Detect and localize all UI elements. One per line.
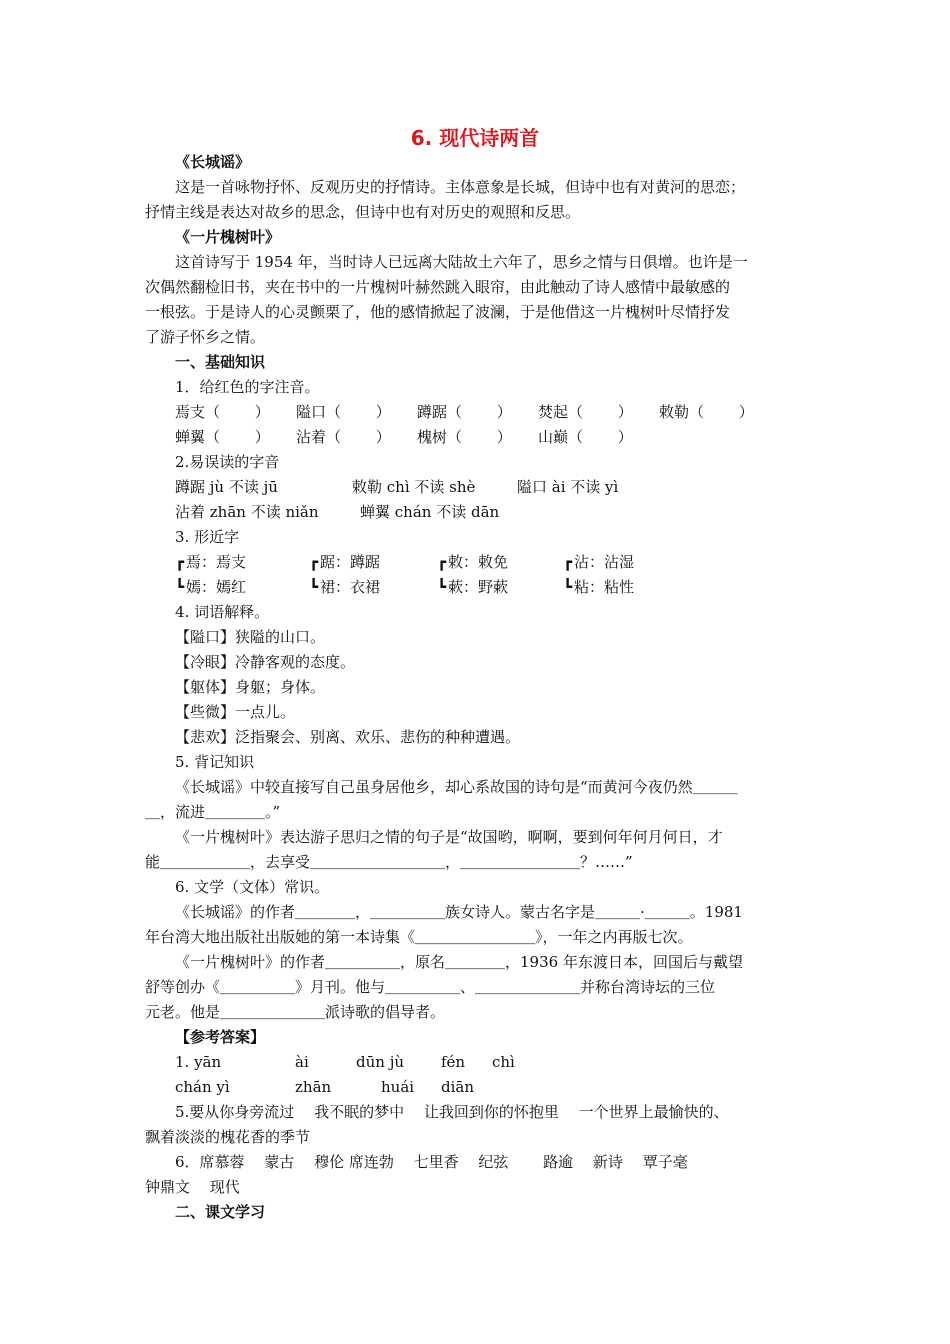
q6-line: 年台湾大地出版社出版她的第一本诗集《＿＿＿＿＿＿＿＿》，一年之内再版七次。 xyxy=(145,928,693,946)
similar-char: 踞：蹲踞 xyxy=(320,553,381,571)
answer-item: 1. yān xyxy=(175,1053,222,1071)
poem2-paragraph-line: 这首诗写于 1954 年，当时诗人已远离大陆故土六年了，思乡之情与日俱增。也许是一 xyxy=(175,253,748,271)
q1-item: 焚起（ ） xyxy=(538,403,633,421)
bracket-top-icon: ┏ xyxy=(309,553,319,571)
answers-heading: 【参考答案】 xyxy=(175,1028,266,1046)
poem1-paragraph-line: 这是一首咏物抒怀、反观历史的抒情诗。主体意象是长城，但诗中也有对黄河的思恋； xyxy=(175,178,746,196)
answer-line: 钟鼎文 现代 xyxy=(145,1178,240,1196)
poem2-paragraph-line: 了游子怀乡之情。 xyxy=(145,328,266,346)
q2-item: 敕勒 chì 不读 shè xyxy=(352,478,476,496)
answer-item: fén xyxy=(441,1053,466,1071)
q1-label: 1．给红色的字注音。 xyxy=(175,378,320,396)
poem2-paragraph-line: 一根弦。于是诗人的心灵颤栗了，他的感情掀起了波澜，于是他借这一片槐树叶尽情抒发 xyxy=(145,303,731,321)
q1-item: 蹲踞（ ） xyxy=(417,403,512,421)
q2-row xyxy=(175,502,499,522)
q2-label: 2.易误读的字音 xyxy=(175,453,280,471)
answer-line: 飘着淡淡的槐花香的季节 xyxy=(145,1128,311,1146)
answer-line: 5.要从你身旁流过 我不眠的梦中 让我回到你的怀抱里 一个世界上最愉快的、 xyxy=(175,1103,729,1121)
similar-char: 敕：敕免 xyxy=(448,553,509,571)
bracket-bottom-icon: ┗ xyxy=(437,578,447,596)
q2-item: 隘口 ài 不读 yì xyxy=(517,478,619,496)
poem2-heading: 《一片槐树叶》 xyxy=(175,228,281,246)
answer-item: chán yì xyxy=(175,1078,230,1096)
answer-item: chì xyxy=(492,1053,515,1071)
q1-row xyxy=(175,402,754,422)
q6-line: 元老。他是＿＿＿＿＿＿＿派诗歌的倡导者。 xyxy=(145,1003,446,1021)
q1-item: 沾着（ ） xyxy=(296,428,391,446)
answer-item: zhān xyxy=(295,1078,332,1096)
q1-item: 焉支（ ） xyxy=(175,403,270,421)
vocab-item: 【悲欢】泛指聚会、别离、欢乐、悲伤的种种遭遇。 xyxy=(175,728,521,746)
bracket-bottom-icon: ┗ xyxy=(175,578,185,596)
page-title: 6. 现代诗两首 xyxy=(410,126,540,150)
similar-char: 嫣：嫣红 xyxy=(186,578,247,596)
answer-line: 6．席慕蓉 蒙古 穆伦 席连勃 七里香 纪弦 路逾 新诗 覃子毫 xyxy=(175,1153,688,1171)
poem2-paragraph-line: 次偶然翻检旧书，夹在书中的一片槐树叶赫然跳入眼帘，由此触动了诗人感情中最敏感的 xyxy=(145,278,731,296)
vocab-item: 【隘口】狭隘的山口。 xyxy=(175,628,326,646)
similar-char: 焉：焉支 xyxy=(186,553,247,571)
q3-row xyxy=(175,577,634,597)
answer-item: dūn jù xyxy=(356,1053,405,1071)
similar-char: 粘：粘性 xyxy=(574,578,635,596)
vocab-item: 【些微】一点儿。 xyxy=(175,703,296,721)
q3-row xyxy=(175,552,634,572)
vocab-item: 【冷眼】冷静客观的态度。 xyxy=(175,653,356,671)
bracket-top-icon: ┏ xyxy=(437,553,447,571)
similar-char: 沾：沾湿 xyxy=(574,553,635,571)
q1-item: 山巅（ ） xyxy=(538,428,633,446)
answer-row xyxy=(175,1077,474,1097)
similar-char: 蔌：野蔌 xyxy=(448,578,509,596)
q2-item: 蝉翼 chán 不读 dān xyxy=(360,503,500,521)
bracket-top-icon: ┏ xyxy=(175,553,185,571)
q1-item: 槐树（ ） xyxy=(417,428,512,446)
q6-line: 《一片槐树叶》的作者＿＿＿＿＿，原名＿＿＿＿，1936 年东渡日本，回国后与戴望 xyxy=(175,953,743,971)
q5-line: 《长城谣》中较直接写自己虽身居他乡，却心系故国的诗句是“而黄河今夜仍然＿＿＿ xyxy=(175,778,738,796)
vocab-item: 【躯体】身躯；身体。 xyxy=(175,678,326,696)
answer-item: diān xyxy=(441,1078,475,1096)
bracket-bottom-icon: ┗ xyxy=(563,578,573,596)
answer-row xyxy=(175,1052,515,1072)
similar-char: 裙：衣裙 xyxy=(320,578,381,596)
q3-label: 3. 形近字 xyxy=(175,528,240,546)
q2-item: 沾着 zhān 不读 niǎn xyxy=(175,503,319,521)
q5-label: 5. 背记知识 xyxy=(175,753,255,771)
answer-item: huái xyxy=(381,1078,415,1096)
poem1-heading: 《长城谣》 xyxy=(175,153,251,171)
q6-line: 舒等创办《＿＿＿＿＿》月刊。他与＿＿＿＿＿、＿＿＿＿＿＿＿并称台湾诗坛的三位 xyxy=(145,978,716,996)
section2-heading: 二、课文学习 xyxy=(175,1203,266,1221)
bracket-top-icon: ┏ xyxy=(563,553,573,571)
q5-line: ＿，流进＿＿＿＿。” xyxy=(145,803,281,821)
answer-item: ài xyxy=(295,1053,309,1071)
q1-item: 蝉翼（ ） xyxy=(175,428,270,446)
q6-line: 《长城谣》的作者＿＿＿＿，＿＿＿＿＿族女诗人。蒙古名字是＿＿＿·＿＿＿。1981 xyxy=(175,903,743,921)
section1-heading: 一、基础知识 xyxy=(175,353,266,371)
q2-item: 蹲踞 jù 不读 jū xyxy=(175,478,278,496)
q5-line: 《一片槐树叶》表达游子思归之情的句子是“故国哟，啊啊，要到何年何月何日，才 xyxy=(175,828,723,846)
q2-row xyxy=(175,477,618,497)
q1-item: 敕勒（ ） xyxy=(659,403,754,421)
bracket-bottom-icon: ┗ xyxy=(309,578,319,596)
q1-row xyxy=(175,427,633,447)
poem1-paragraph-line: 抒情主线是表达对故乡的思念，但诗中也有对历史的观照和反思。 xyxy=(145,203,581,221)
q4-label: 4. 词语解释。 xyxy=(175,603,270,621)
q5-line: 能＿＿＿＿＿＿，去享受＿＿＿＿＿＿＿＿＿，＿＿＿＿＿＿＿＿？……” xyxy=(145,853,633,871)
q1-item: 隘口（ ） xyxy=(296,403,391,421)
q6-label: 6. 文学（文体）常识。 xyxy=(175,878,330,896)
